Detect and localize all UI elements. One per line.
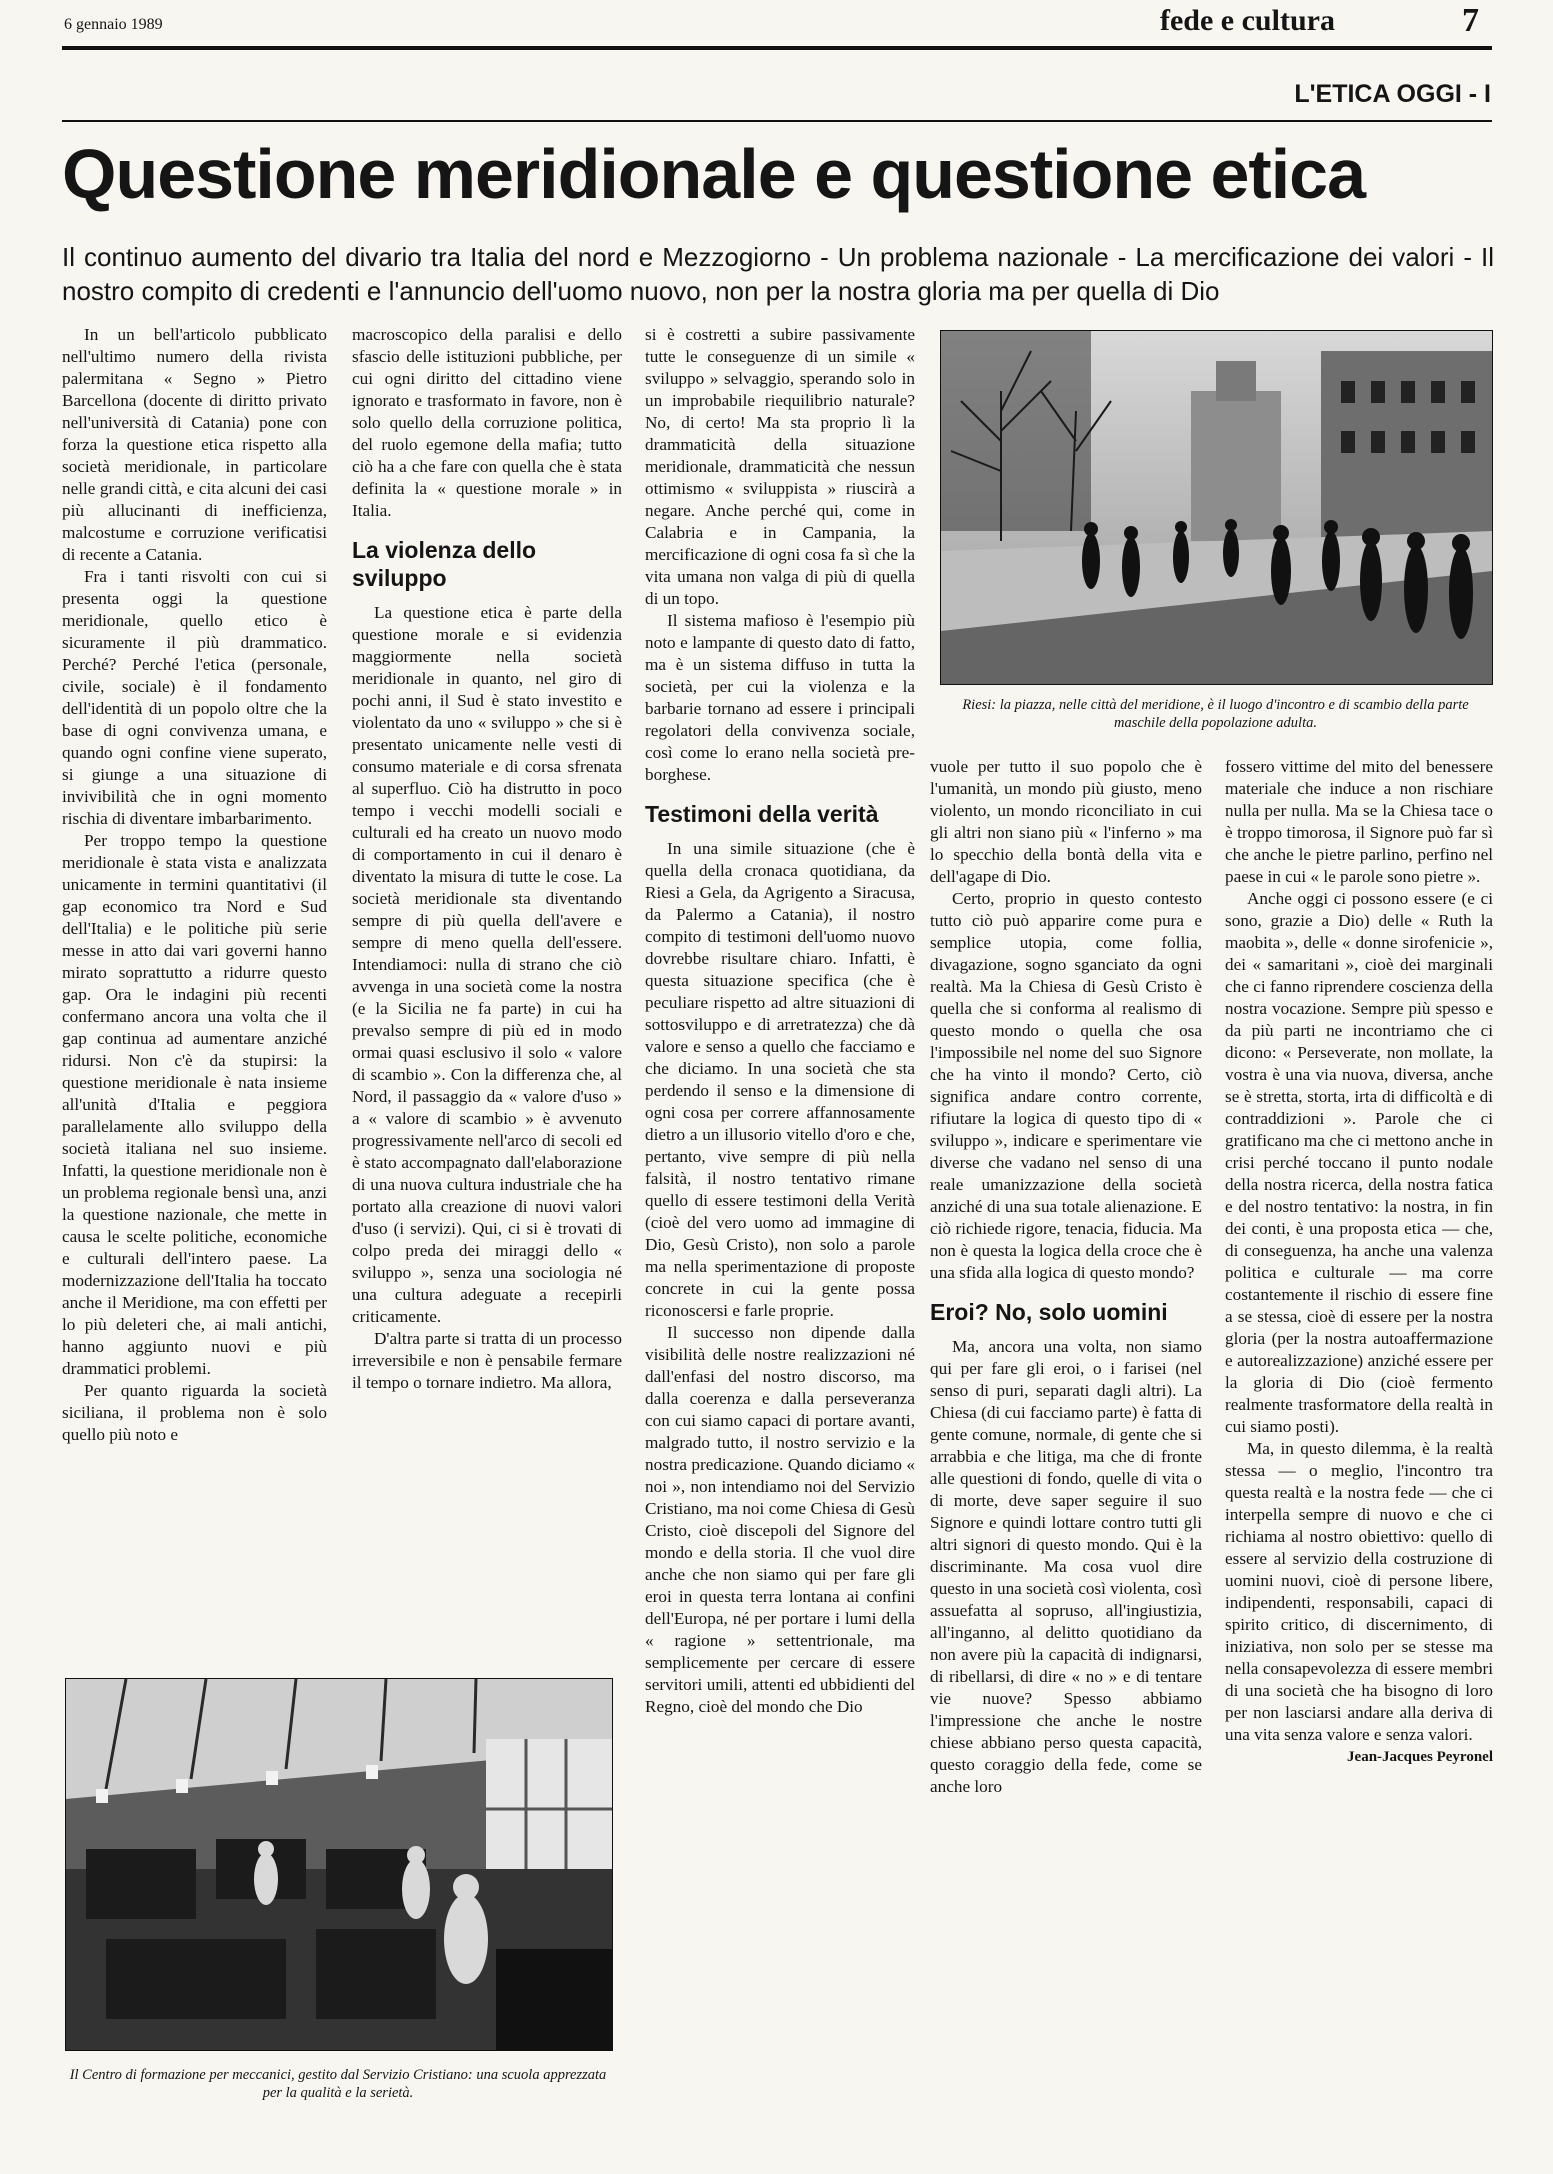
paragraph: Per quanto riguarda la società siciliana, il problema non è solo quello più noto e	[62, 1381, 327, 1444]
paragraph: D'altra parte si tratta di un processo irreversibile e non è pensabile fermare il tempo o tornare indietro. Ma allora,	[352, 1329, 622, 1392]
header-date: 6 gennaio 1989	[64, 16, 163, 33]
paragraph: In un bell'articolo pubblicato nell'ultimo numero della rivista palermitana « Segno » Pietro Barcellona (docente di diritto privato nell'università di Catania) pone con forza la questione etica rispetto alla società meridionale, in particolare nelle grandi città, e cita alcuni dei casi più allucinanti di inefficienza, malcostume e corruzione verificatisi di recente a Catania.	[62, 325, 327, 564]
article-column-5	[1225, 756, 1493, 2174]
photo-riesi-square	[940, 330, 1493, 685]
section-rubric: fede e cultura	[1160, 4, 1335, 37]
paragraph: Per troppo tempo la questione meridionale è stata vista e analizzata unicamente in termini quantitativi (il gap economico tra Nord e Sud dell'Italia) e le politiche più serie messe in atto dai vari governi hanno mirato soprattutto a ridurre questo gap. Ora le indagini più recenti confermano ancora una volta che il gap continua ad aumentare anziché ridursi. Non c'è da stupirsi: la questione meridionale è nata insieme all'unità d'Italia e peggiora parallelamente allo sviluppo della società italiana nel suo insieme. Infatti, la questione meridionale non è un problema regionale bensì una, anzi la questione nazionale, che mette in causa le scelte politiche, economiche e culturali dell'intero paese. La modernizzazione dell'Italia ha toccato anche il Meridione, ma con effetti per lo più deleteri che, ai mali antichi, hanno aggiunto nuovi e più drammatici problemi.	[62, 831, 327, 1378]
paragraph: Certo, proprio in questo contesto tutto ciò può apparire come pura e semplice utopia, come follia, divagazione, sogno sganciato da ogni realtà. Ma la Chiesa di Gesù Cristo è quella che si conforma al realismo di questo mondo o quella che osa l'impossibile nel nome del suo Signore che ha vinto il mondo? Certo, ciò significa andare contro corrente, rifiutare la logica di questo tipo di « sviluppo », indicare e sperimentare vie diverse che vadano nel senso di una reale umanizzazione della società anziché di una sua totale alienazione. E ciò richiede rigore, tenacia, fiducia. Ma non è questa la logica della croce che è una sfida alla logica di questo mondo?	[930, 889, 1202, 1282]
article-column-2	[352, 324, 622, 1682]
paragraph: vuole per tutto il suo popolo che è l'umanità, un mondo più giusto, meno violento, un mondo riconciliato in cui gli altri non siano più « l'inferno » ma lo specchio della bontà della vita e dell'agape di Dio.	[930, 757, 1202, 886]
paragraph: fossero vittime del mito del benessere materiale che induce a non rischiare nulla per nulla. Ma se la Chiesa tace o è troppo timorosa, il Signore può far sì che anche le pietre parlino, perfino nel paese in cui « le parole sono pietre ».	[1225, 757, 1493, 886]
subheading-eroi: Eroi? No, solo uomini	[930, 1299, 1168, 1325]
paragraph: Ma, in questo dilemma, è la realtà stessa — o meglio, l'incontro tra questa realtà e la nostra fede — che ci interpella sempre di nuovo e che ci richiama al nostro obiettivo: quello di essere al servizio della costruzione di uomini nuovi, cioè di persone libere, indipendenti, responsabili, capaci di spirito critico, di discernimento, di iniziativa, non solo per se stesse ma nella consapevolezza di essere membri di una società che ha bisogno di loro per non lasciarsi andare alla deriva di una vita senza valore e senza valori.	[1225, 1439, 1493, 1744]
paragraph: macroscopico della paralisi e dello sfascio delle istituzioni pubbliche, per cui ogni diritto del cittadino viene ignorato e trasformato in favore, non è solo quello della corruzione politica, del ruolo egemone della mafia; tutto ciò ha a che fare con quella che è stata definita la « questione morale » in Italia.	[352, 325, 622, 520]
subheading-violenza: La violenza dello sviluppo	[352, 537, 537, 591]
paragraph: si è costretti a subire passivamente tutte le conseguenze di un simile « sviluppo » selvaggio, sperando solo in un improbabile riequilibrio naturale? No, di certo! Ma sta proprio lì la drammaticità della situazione meridionale, drammaticità che nessun ottimismo « sviluppista » riuscirà a negare. Anche perché qui, come in Calabria e in Campania, la mercificazione di ogni cosa fa sì che la vita umana non valga di più di quella di un topo.	[645, 325, 915, 608]
paragraph: La questione etica è parte della questione morale e si evidenzia maggiormente nella società meridionale in quanto, nel giro di pochi anni, il Sud è stato investito e violentato da uno « sviluppo » che si è presentato unicamente nelle vesti di consumo materiale e di corsa sfrenata al superfluo. Ciò ha distrutto in poco tempo i vecchi modelli sociali e culturali ed ha creato un nuovo modo di comportamento in cui il denaro è diventato la misura di tutte le cose. La società meridionale sta diventando sempre di più quella dell'avere e sempre di meno quella dell'essere. Intendiamoci: nulla di strano che ciò avvenga in una società come la nostra (e la Sicilia ne fa parte) in cui ha prevalso sempre di più ed in modo ormai quasi esclusivo il solo « valore di scambio ». Con la differenza che, al Nord, il passaggio da « valore d'uso » a « valore di scambio » è avvenuto progressivamente nell'arco di secoli ed è stato accompagnato dall'elaborazione di una nuova cultura industriale che ha portato alla creazione di nuovi valori d'uso (i servizi). Qui, ci si è trovati di colpo preda dei miraggi dello « sviluppo », senza una sociologia né una cultura adeguate a recepirli criticamente.	[352, 603, 622, 1326]
article-column-4	[930, 756, 1202, 2174]
series-rule	[62, 120, 1492, 122]
caption-riesi-square: Riesi: la piazza, nelle città del meridione, è il luogo d'incontro e di scambio della parte maschile della popolazione adulta.	[962, 697, 1469, 731]
author-signature: Jean-Jacques Peyronel	[1347, 1749, 1493, 1765]
headline: Questione meridionale e questione etica	[62, 135, 1366, 213]
article-column-1	[62, 324, 327, 1682]
paragraph: Anche oggi ci possono essere (e ci sono, grazie a Dio) delle « Ruth la maobita », delle « donne sirofenicie », dei « samaritani », cioè dei marginali che ci fanno riprendere coscienza della nostra vocazione. Sempre più spesso e da più parti ne incontriamo che ci dicono: « Perseverate, non mollate, la vostra è una via nuova, diversa, anche se è stretta, storta, irta di difficoltà e di contraddizioni ». Parole che ci gratificano ma che ci mettono anche in crisi perché toccano il punto nodale della nostra ricerca, della nostra fatica e del nostro tentativo: la nostra, in fin dei conti, è una proposta etica — che, di conseguenza, ha anche una valenza politica e culturale — ma corre costantemente il rischio di essere fine a se stessa, cioè di essere per la nostra gloria (per la nostra autoaffermazione e autorealizzazione) anziché essere per la gloria di Dio (cioè fermento realmente trasformatore della realtà in cui siamo posti).	[1225, 889, 1493, 1436]
caption-workshop: Il Centro di formazione per meccanici, gestito dal Servizio Cristiano: una scuola apprezzata per la qualità e la serietà.	[69, 2067, 607, 2101]
paragraph: Ma, ancora una volta, non siamo qui per fare gli eroi, o i farisei (nel senso di puri, separati dagli altri). La Chiesa (di cui facciamo parte) è fatta di gente comune, normale, di gente che si arrabbia e che litiga, ma che di fronte alle questioni di fondo, quelle di vita o di morte, deve saper seguire il suo Signore e quindi lottare contro tutti gli altri signori di questo mondo. Qui è la discriminante. Ma cosa vuol dire questo in una società così violenta, così assuefatta al sopruso, all'ingiustizia, all'inganno, al delitto quotidiano da non avere più la capacità di indignarsi, di ribellarsi, di dire « no » e di tentare vie nuove? Spesso abbiamo l'impressione che anche le nostre chiese abbiano perso questa capacità, questo coraggio della fede, come se anche loro	[930, 1337, 1202, 1796]
paragraph: Fra i tanti risvolti con cui si presenta oggi la questione meridionale, quello etico è sicuramente il più drammatico. Perché? Perché l'etica (personale, civile, sociale) è il fondamento dell'identità di un popolo oltre che la base di ogni convivenza umana, e quando ogni confine viene superato, si giunge a una situazione di invivibilità che in ogni momento rischia di diventare imbarbarimento.	[62, 567, 327, 828]
article-column-3	[645, 324, 915, 2174]
series-label: L'ETICA OGGI - I	[1294, 80, 1491, 108]
paragraph: Il successo non dipende dalla visibilità delle nostre realizzazioni né dall'enfasi del nostro discorso, ma dalla coerenza e dalla perseveranza con cui siamo capaci di portare avanti, malgrado tutto, il nostro servizio e la nostra predicazione. Quando diciamo « noi », non intendiamo noi del Servizio Cristiano, ma noi come Chiesa di Gesù Cristo, cioè discepoli del Signore del mondo e della storia. Il che vuol dire anche che non siamo qui per fare gli eroi in questa terra lontana ai confini dell'Europa, né per portare i lumi della « ragione » settentrionale, ma semplicemente per cercare di essere servitori umili, attenti ed ubbidienti del Regno, cioè del mondo che Dio	[645, 1323, 915, 1716]
photo-mechanics-workshop	[65, 1678, 613, 2051]
page-number: 7	[1462, 2, 1479, 39]
paragraph: In una simile situazione (che è quella della cronaca quotidiana, da Riesi a Gela, da Agrigento a Siracusa, da Palermo a Catania), il nostro compito di testimoni dell'uomo nuovo dovrebbe risultare chiaro. Infatti, è questa situazione specifica (che è peculiare rispetto ad altre situazioni di sottosviluppo e di arretratezza) che dà valore e senso a quello che facciamo e che diciamo. In una società che sta perdendo il senso e la dimensione di ogni cosa per correre affannosamente dietro a un illusorio vitello d'oro e che, pertanto, vive sempre di più nella falsità, il nostro tentativo rimane quello di essere testimoni della Verità (cioè del vero uomo ad immagine di Dio, Gesù Cristo), non solo a parole ma nella sperimentazione di proposte concrete in cui la gente possa riconoscersi e farle proprie.	[645, 839, 915, 1320]
header-rule	[62, 46, 1492, 50]
subhead: Il continuo aumento del divario tra Italia del nord e Mezzogiorno - Un problema nazionale - La mercificazione dei valori - Il nostro compito di credenti e l'annuncio dell'uomo nuovo, non per la nostra gloria ma per quella di Dio	[62, 242, 1494, 306]
paragraph: Il sistema mafioso è l'esempio più noto e lampante di questo dato di fatto, ma è un sistema diffuso in tutta la società, per cui la violenza e la barbarie tornano ad essere i principali regolatori della convivenza sociale, così come lo erano nella società pre-borghese.	[645, 611, 915, 784]
subheading-testimoni: Testimoni della verità	[645, 801, 879, 827]
